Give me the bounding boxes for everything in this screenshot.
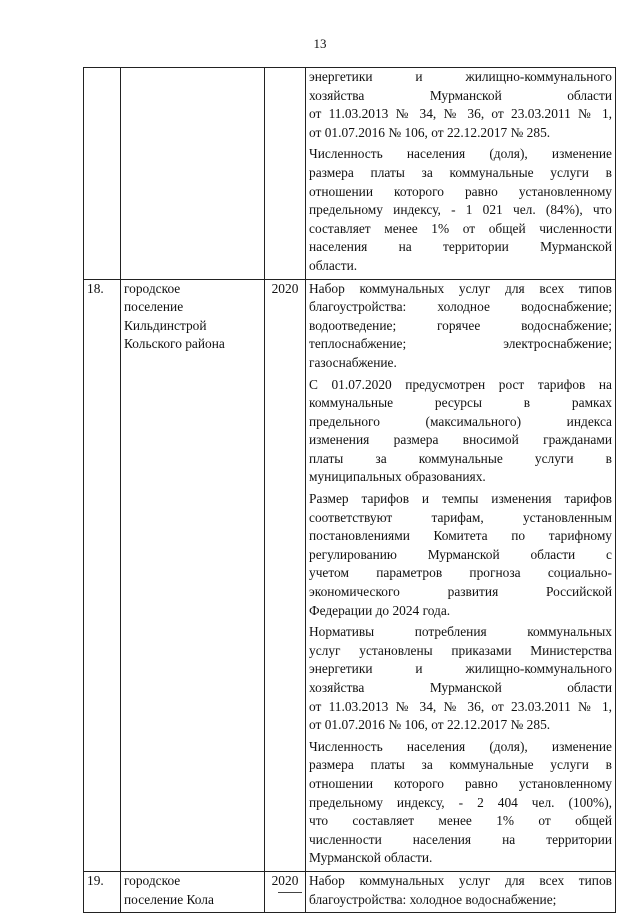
description-line: от 01.07.2016 № 106, от 22.12.2017 № 285. — [309, 717, 551, 733]
description-line: регулированию Мурманской области с — [309, 546, 612, 562]
description-line: Набор коммунальных услуг для всех типов — [309, 872, 612, 888]
description-line: экономического развития Российской — [309, 584, 612, 600]
description-paragraph — [309, 68, 612, 145]
municipality-name-line: городское — [124, 872, 181, 888]
row-number: 18. — [84, 279, 121, 871]
description-line: постановлениями Комитета по тарифному — [309, 528, 612, 544]
description-line: энергетики и жилищно-коммунального — [309, 661, 612, 677]
description-line: газоснабжение. — [309, 354, 397, 370]
description-line: предельного (максимального) индекса — [309, 413, 612, 429]
description-line: отношении которого равно установленному — [309, 183, 612, 199]
description-line: Численность населения (доля), изменение — [309, 738, 612, 754]
description-line: предельному индексу, - 2 404 чел. (100%), — [309, 794, 612, 810]
description-line: размера платы за коммунальные услуги в — [309, 757, 612, 773]
description-line: Набор коммунальных услуг для всех типов — [309, 280, 612, 296]
municipality-name-line: поселение — [124, 299, 184, 315]
description-line: численности населения на территории — [309, 831, 612, 847]
description-line: платы за коммунальные услуги в — [309, 450, 612, 466]
description-paragraph — [309, 145, 612, 278]
description-line: составляет менее 1% от общей численности — [309, 220, 612, 236]
table-row — [84, 68, 616, 280]
description-paragraph — [309, 280, 612, 376]
municipality-name-line: Кильдинстрой — [124, 317, 207, 333]
description-line: муниципальных образованиях. — [309, 469, 486, 485]
description-line: услуг установлены приказами Министерства — [309, 642, 612, 658]
row-description — [306, 871, 616, 912]
description-line: от 11.03.2013 № 34, № 36, от 23.03.2011 № 1, — [309, 698, 612, 714]
description-line: отношении которого равно установленному — [309, 775, 612, 791]
description-line: изменения размера вносимой гражданами — [309, 432, 612, 448]
municipality-name-line: Кольского района — [124, 336, 225, 352]
table-row — [84, 871, 616, 912]
description-line: водоотведение; горячее водоснабжение; — [309, 317, 612, 333]
description-line: предельному индексу, - 1 021 чел. (84%), что — [309, 202, 612, 218]
description-line: хозяйства Мурманской области — [309, 87, 612, 103]
row-description — [306, 279, 616, 871]
description-line: благоустройства: холодное водоснабжение; — [309, 891, 557, 907]
description-paragraph — [309, 376, 612, 491]
description-line: населения на территории Мурманской — [309, 239, 612, 255]
description-line: области. — [309, 257, 358, 273]
page-number: 13 — [313, 36, 327, 51]
page-divider — [278, 892, 302, 893]
description-paragraph — [309, 872, 612, 912]
description-line: от 01.07.2016 № 106, от 22.12.2017 № 285. — [309, 124, 551, 140]
description-line: Мурманской области. — [309, 850, 433, 866]
description-line: учетом параметров прогноза социально- — [309, 565, 612, 581]
row-description — [306, 68, 616, 280]
description-line: коммунальные ресурсы в рамках — [309, 395, 612, 411]
description-line: от 11.03.2013 № 34, № 36, от 23.03.2011 № 1, — [309, 106, 612, 122]
description-line: соответствуют тарифам, установленным — [309, 509, 612, 525]
row-number: 19. — [84, 871, 121, 912]
description-line: размера платы за коммунальные услуги в — [309, 164, 612, 180]
description-line: энергетики и жилищно-коммунального — [309, 69, 612, 84]
tariff-table-body — [84, 68, 616, 913]
description-line: Размер тарифов и темпы изменения тарифов — [309, 491, 612, 507]
row-year: 2020 — [265, 279, 306, 871]
municipality-name — [121, 871, 265, 912]
description-paragraph — [309, 623, 612, 738]
description-line: Нормативы потребления коммунальных — [309, 624, 612, 640]
description-paragraph — [309, 490, 612, 623]
description-line: хозяйства Мурманской области — [309, 680, 612, 695]
tariff-table — [83, 67, 616, 913]
municipality-name — [121, 279, 265, 871]
description-line: теплоснабжение; электроснабжение; — [309, 336, 612, 352]
row-year: 2020 — [265, 871, 306, 912]
municipality-name-line: городское — [124, 280, 181, 296]
description-line: Численность населения (доля), изменение — [309, 146, 612, 162]
description-line: что составляет менее 1% от общей — [309, 813, 612, 829]
description-line: С 01.07.2020 предусмотрен рост тарифов на — [309, 376, 612, 392]
row-number — [84, 68, 121, 280]
municipality-name-line: поселение Кола — [124, 891, 214, 907]
description-paragraph — [309, 738, 612, 871]
table-row — [84, 279, 616, 871]
description-line: Федерации до 2024 года. — [309, 602, 451, 618]
description-line: благоустройства: холодное водоснабжение; — [309, 299, 612, 315]
row-year — [265, 68, 306, 280]
municipality-name — [121, 68, 265, 280]
